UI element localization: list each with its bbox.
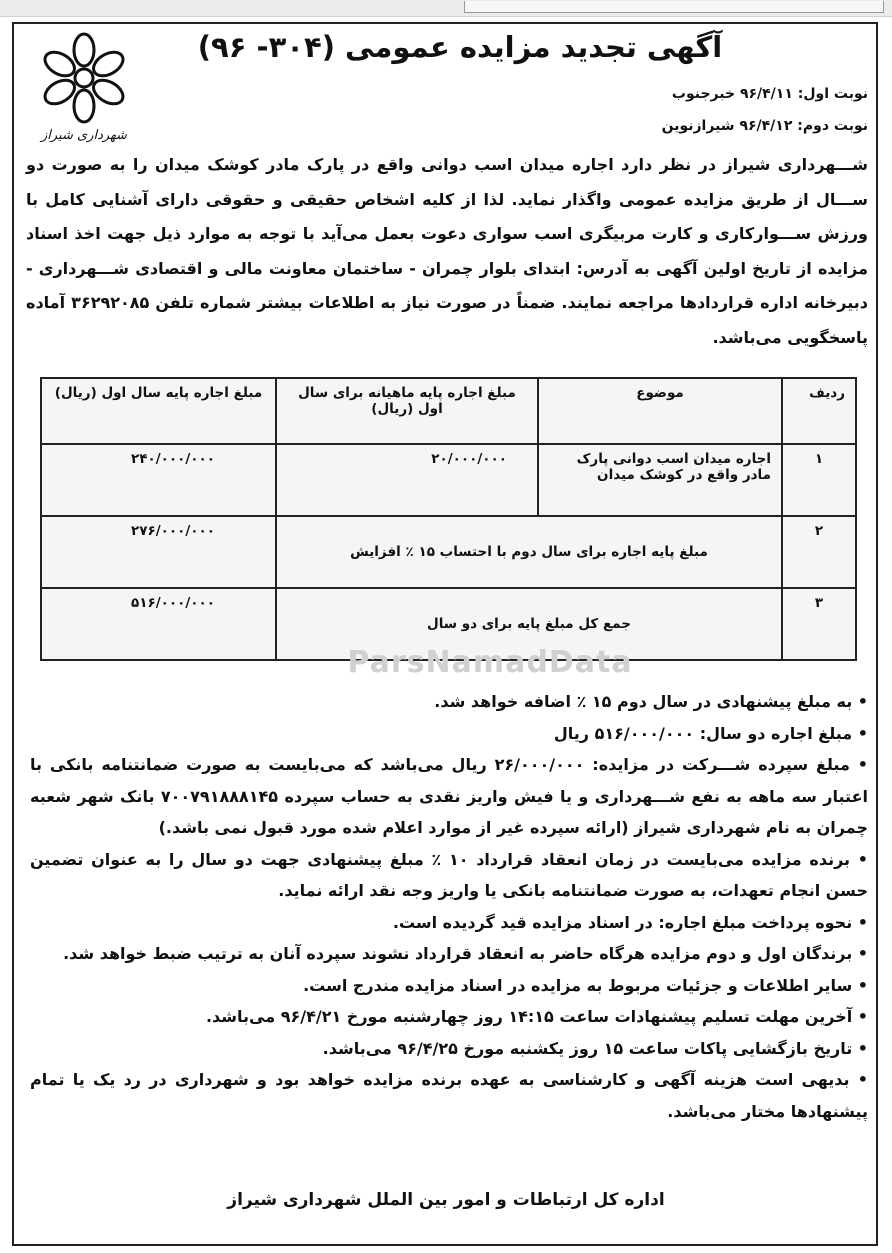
list-item: • مبلغ سپرده شـــرکت در مزایده: ۲۶/۰۰۰/۰۰۰ ریال می‌باشد که می‌بایست به صورت ضمانتنامه بانکی با اعتبار سه ماهه به نفع شـــهرداری و یا فیش واریز نقدی به حساب سپرده ۷۰۰۷۹۱۸۸۸۱۴۵ بانک شهر شعبه چمران به نام شهرداری شیراز (ارائه سپرده غیر از موارد اعلام شده مورد قبول نمی باشد.) [30,755,869,837]
row-yearly-amount: ۵۱۶/۰۰۰/۰۰۰ [41,588,276,660]
list-item: • بدیهی است هزینه آگهی و کارشناسی به عهده برنده مزایده خواهد بود و شهرداری در رد یک یا تمام پیشنهادها مختار می‌باشد. [30,1070,868,1121]
list-item: • برنده مزایده می‌بایست در زمان انعقاد قرارداد ۱۰ ٪ مبلغ پیشنهادی جهت دو سال را به عنوان تضمین حسن انجام تعهدات، به صورت ضمانتنامه بانکی یا واریز وجه نقد ارائه نماید. [30,849,868,900]
list-item: • تاریخ بازگشایی پاکات ساعت ۱۵ روز یکشنبه مورخ ۹۶/۴/۲۵ می‌باشد. [322,1038,868,1058]
list-item: • مبلغ اجاره دو سال: ۵۱۶/۰۰۰/۰۰۰ ریال [553,723,868,743]
conditions-list [30,686,868,1127]
row-number: ۱ [782,444,856,516]
row-number: ۳ [782,588,856,660]
list-item: • نحوه پرداخت مبلغ اجاره: در اسناد مزایده قید گردیده است. [392,912,868,932]
table-row [41,444,856,516]
header-yearly-amount: مبلغ اجاره پایه سال اول (ریال) [41,378,276,444]
list-item: • آخرین مهلت تسلیم پیشنهادات ساعت ۱۴:۱۵ روز چهارشنبه مورخ ۹۶/۴/۲۱ می‌باشد. [205,1007,868,1026]
row-yearly-amount: ۲۷۶/۰۰۰/۰۰۰ [41,516,276,588]
intro-paragraph: شـــهرداری شیراز در نظر دارد اجاره میدان اسب دوانی واقع در پارک مادر کوشک میدان را به صورت دو ســـال از طریق مزایده عمومی واگذار نماید. لذا از کلیه اشخاص حقیقی و حقوقی دارای آشنایی کامل با ورزش ســـوارکاری و کارت مربیگری اسب سواری دعوت بعمل می‌آید با توجه به موارد ذیل جهت اخذ اسناد مزایده از تاریخ اولین آگهی به آدرس: ابتدای بلوار چمران - ساختمان معاونت مالی و اقتصادی شـــهرداری - دبیرخانه اداره قراردادها مراجعه نمایند. ضمناً در صورت نیاز به اطلاعات بیشتر شماره تلفن ۳۶۲۹۲۰۸۵ آماده پاسخگویی می‌باشد. [26,155,868,347]
table-row [41,516,856,588]
header-subject: موضوع [538,378,782,444]
header-row-number: ردیف [782,378,856,444]
first-publication: نوبت اول: ۹۶/۴/۱۱ خبرجنوب [671,86,868,102]
list-item: • سایر اطلاعات و جزئیات مربوط به مزایده در اسناد مزایده مندرج است. [303,975,868,995]
row-subject: اجاره میدان اسب دوانی پارک مادر واقع در کوشک میدان [538,444,782,516]
header-tag [464,1,884,13]
flower-emblem-icon [26,28,142,128]
header-monthly-amount: مبلغ اجاره پایه ماهیانه برای سال اول (ریال) [276,378,538,444]
row-yearly-amount: ۲۴۰/۰۰۰/۰۰۰ [41,444,276,516]
top-strip [0,0,892,17]
auction-table [40,377,857,661]
table-header-row [41,378,856,444]
row-description: مبلغ پایه اجاره برای سال دوم با احتساب ۱۵ ٪ افزایش [276,516,782,588]
page-title: آگهی تجدید مزایده عمومی (۳۰۴- ۹۶) [197,30,723,64]
watermark: ParsNamadData [347,645,633,680]
footer-signature: اداره کل ارتباطات و امور بین الملل شهرداری شیراز [227,1190,665,1210]
list-item: • به مبلغ پیشنهادی در سال دوم ۱۵ ٪ اضافه خواهد شد. [434,692,868,711]
second-publication: نوبت دوم: ۹۶/۴/۱۲ شیرازنوین [661,118,868,134]
municipality-logo [26,28,142,158]
list-item: • برندگان اول و دوم مزایده هرگاه حاضر به انعقاد قرارداد نشوند سپرده آنان به ترتیب ضبط خواهد شد. [63,944,868,963]
row-description: جمع کل مبلغ پایه برای دو سال [276,588,782,660]
row-number: ۲ [782,516,856,588]
row-monthly-amount: ۲۰/۰۰۰/۰۰۰ [276,444,538,516]
logo-caption: شهرداری شیراز [41,128,127,143]
